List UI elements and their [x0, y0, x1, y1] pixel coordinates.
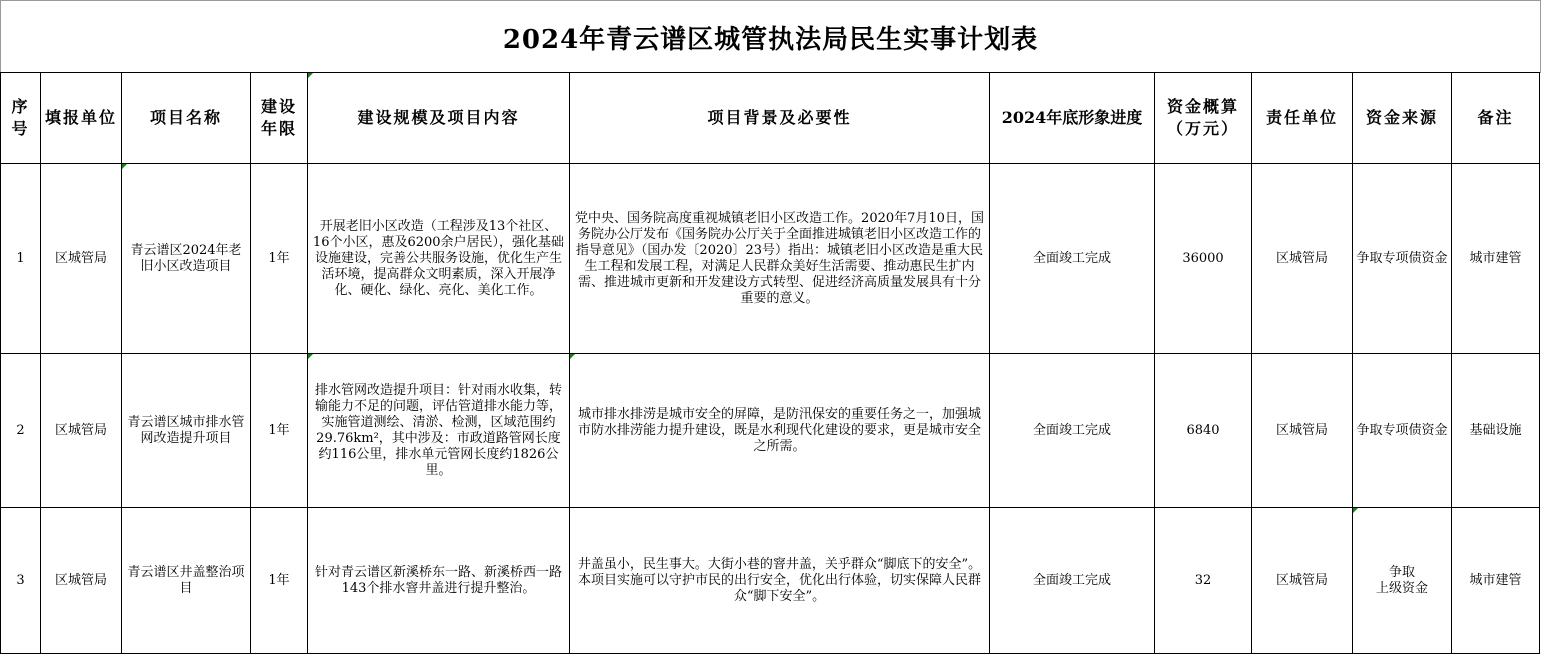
header-remark[interactable]: 备注	[1452, 73, 1540, 164]
cell-scale[interactable]: 针对青云谱区新溪桥东一路、新溪桥西一路143个排水窨井盖进行提升整治。	[308, 508, 570, 654]
cell-name[interactable]: 青云谱区2024年老旧小区改造项目	[122, 164, 251, 354]
cell-progress[interactable]: 全面竣工完成	[990, 354, 1155, 508]
cell-period[interactable]: 1年	[251, 508, 308, 654]
cell-no[interactable]: 1	[1, 164, 41, 354]
cell-background[interactable]: 党中央、国务院高度重视城镇老旧小区改造工作。2020年7月10日，国务院办公厅发布《国务院办公厅关于全面推进城镇老旧小区改造工作的指导意见》（国办发〔2020〕23号）指出：城镇老旧小区改造是重大民生工程和发展工程，对满足人民群众美好生活需要、推动惠民生扩内需、推进城市更新和开发建设方式转型、促进经济高质量发展具有十分重要的意义。	[570, 164, 990, 354]
cell-period[interactable]: 1年	[251, 354, 308, 508]
plan-table	[0, 72, 1540, 654]
table-row	[1, 354, 1540, 508]
cell-scale[interactable]: 开展老旧小区改造（工程涉及13个社区、16个小区，惠及6200余户居民），强化基础设施建设，完善公共服务设施，优化生产生活环境，提高群众文明素质，深入开展净化、硬化、绿化、亮化、美化工作。	[308, 164, 570, 354]
header-no[interactable]: 序号	[1, 73, 41, 164]
cell-background[interactable]: 城市排水排涝是城市安全的屏障，是防汛保安的重要任务之一，加强城市防水排涝能力提升建设，既是水利现代化建设的要求，更是城市安全之所需。	[570, 354, 990, 508]
header-fund[interactable]: 资金概算（万元）	[1155, 73, 1252, 164]
cell-name[interactable]: 青云谱区井盖整治项目	[122, 508, 251, 654]
cell-scale[interactable]: 排水管网改造提升项目：针对雨水收集，转输能力不足的问题，评估管道排水能力等，实施管道测绘、清淤、检测，区域范围约29.76km²，其中涉及：市政道路管网长度约116公里，排水单元管网长度约1826公里。	[308, 354, 570, 508]
page-title: 2024年青云谱区城管执法局民生实事计划表	[0, 0, 1541, 73]
cell-name[interactable]: 青云谱区城市排水管网改造提升项目	[122, 354, 251, 508]
header-background[interactable]: 项目背景及必要性	[570, 73, 990, 164]
cell-progress[interactable]: 全面竣工完成	[990, 508, 1155, 654]
header-scale[interactable]: 建设规模及项目内容	[308, 73, 570, 164]
header-source[interactable]: 资金来源	[1353, 73, 1452, 164]
cell-remark[interactable]: 城市建管	[1452, 508, 1540, 654]
cell-remark[interactable]: 基础设施	[1452, 354, 1540, 508]
cell-background[interactable]: 井盖虽小，民生事大。大街小巷的窨井盖，关乎群众“脚底下的安全”。本项目实施可以守护市民的出行安全，优化出行体验，切实保障人民群众“脚下安全”。	[570, 508, 990, 654]
header-unit[interactable]: 填报单位	[41, 73, 122, 164]
header-period[interactable]: 建设年限	[251, 73, 308, 164]
cell-no[interactable]: 2	[1, 354, 41, 508]
table-row	[1, 164, 1540, 354]
header-row	[1, 73, 1540, 164]
cell-fund[interactable]: 32	[1155, 508, 1252, 654]
header-name[interactable]: 项目名称	[122, 73, 251, 164]
table-row	[1, 508, 1540, 654]
cell-owner[interactable]: 区城管局	[1252, 164, 1353, 354]
cell-progress[interactable]: 全面竣工完成	[990, 164, 1155, 354]
cell-unit[interactable]: 区城管局	[41, 508, 122, 654]
cell-unit[interactable]: 区城管局	[41, 354, 122, 508]
cell-owner[interactable]: 区城管局	[1252, 354, 1353, 508]
cell-unit[interactable]: 区城管局	[41, 164, 122, 354]
cell-period[interactable]: 1年	[251, 164, 308, 354]
cell-source[interactable]: 争取专项债资金	[1353, 164, 1452, 354]
header-progress[interactable]: 2024年底形象进度	[990, 73, 1155, 164]
cell-remark[interactable]: 城市建管	[1452, 164, 1540, 354]
header-owner[interactable]: 责任单位	[1252, 73, 1353, 164]
cell-fund[interactable]: 6840	[1155, 354, 1252, 508]
cell-no[interactable]: 3	[1, 508, 41, 654]
cell-fund[interactable]: 36000	[1155, 164, 1252, 354]
cell-owner[interactable]: 区城管局	[1252, 508, 1353, 654]
cell-source[interactable]: 争取 上级资金	[1353, 508, 1452, 654]
cell-source[interactable]: 争取专项债资金	[1353, 354, 1452, 508]
